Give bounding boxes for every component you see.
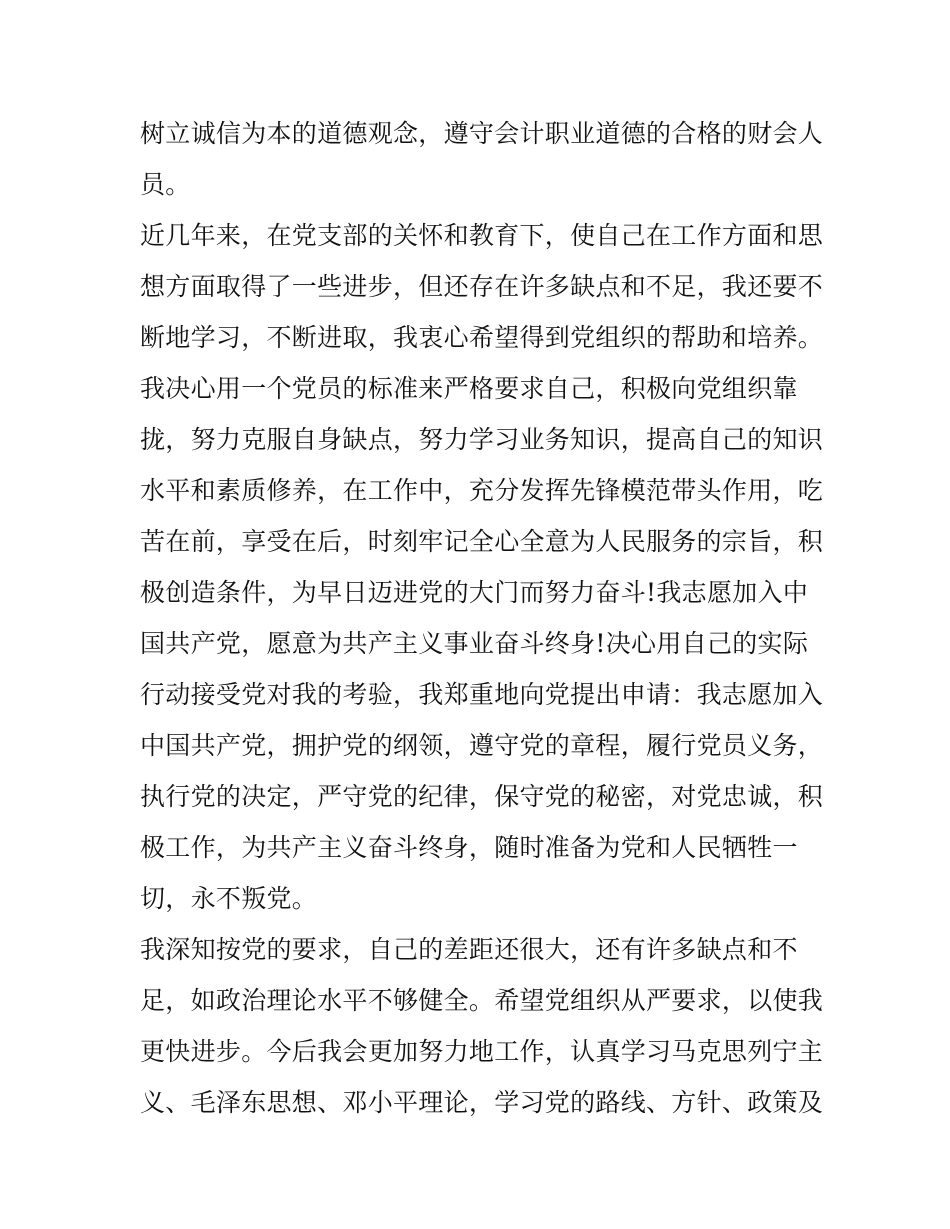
- text-line: 极创造条件，为早日迈进党的大门而努力奋斗!我志愿加入中: [140, 578, 809, 607]
- text-line: 更快进步。今后我会更加努力地工作，认真学习马克思列宁主: [140, 1037, 824, 1066]
- text-line: 断地学习，不断进取，我衷心希望得到党组织的帮助和培养。: [140, 323, 824, 352]
- text-line: 员。: [140, 170, 191, 199]
- text-line: 拢，努力克服自身缺点，努力学习业务知识，提高自己的知识: [140, 425, 824, 454]
- text-line: 足，如政治理论水平不够健全。希望党组织从严要求，以使我: [140, 986, 824, 1015]
- text-line: 国共产党，愿意为共产主义事业奋斗终身!决心用自己的实际: [140, 629, 809, 658]
- text-line: 我决心用一个党员的标准来严格要求自己，积极向党组织靠: [140, 374, 798, 403]
- text-line: 行动接受党对我的考验，我郑重地向党提出申请：我志愿加入: [140, 680, 824, 709]
- text-line: 极工作，为共产主义奋斗终身，随时准备为党和人民牺牲一: [140, 833, 798, 862]
- text-line: 义、毛泽东思想、邓小平理论，学习党的路线、方针、政策及: [140, 1088, 824, 1117]
- text-line: 想方面取得了一些进步，但还存在许多缺点和不足，我还要不: [140, 272, 824, 301]
- text-line: 切，永不叛党。: [140, 884, 318, 913]
- text-line: 树立诚信为本的道德观念，遵守会计职业道德的合格的财会人: [140, 119, 824, 148]
- text-line: 中国共产党，拥护党的纲领，遵守党的章程，履行党员义务，: [140, 731, 824, 760]
- text-line: 执行党的决定，严守党的纪律，保守党的秘密，对党忠诚，积: [140, 782, 824, 811]
- text-line: 苦在前，享受在后，时刻牢记全心全意为人民服务的宗旨，积: [140, 527, 824, 556]
- body-text: [140, 108, 824, 1128]
- text-line: 我深知按党的要求，自己的差距还很大，还有许多缺点和不: [140, 935, 798, 964]
- text-line: 近几年来，在党支部的关怀和教育下，使自己在工作方面和思: [140, 221, 824, 250]
- text-line: 水平和素质修养，在工作中，充分发挥先锋模范带头作用，吃: [140, 476, 824, 505]
